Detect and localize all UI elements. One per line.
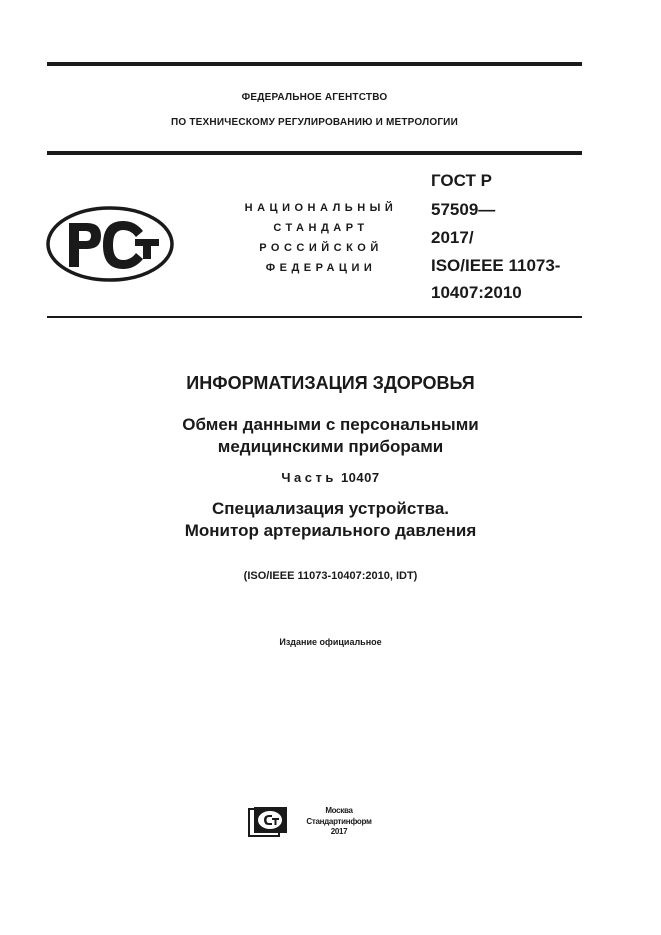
part-number: 10407 <box>340 470 380 485</box>
designation-rule <box>47 316 582 318</box>
edition-note: Издание официальное <box>279 637 382 647</box>
part-label <box>0 470 661 485</box>
standard-type-line-4: ФЕДЕРАЦИИ <box>265 262 377 274</box>
spec-line-1: Специализация устройства. <box>211 499 450 518</box>
designation-line-2: 57509— <box>431 200 496 219</box>
publisher-city: Москва <box>325 806 353 815</box>
designation-line-3: 2017/ <box>431 228 474 247</box>
designation-line-4: ISO/IEEE 11073- <box>431 256 561 275</box>
document-title: ИНФОРМАТИЗАЦИЯ ЗДОРОВЬЯ <box>186 373 475 393</box>
publisher-block <box>296 806 382 838</box>
standard-type-line-3: РОССИЙСКОЙ <box>259 242 383 254</box>
rst-mark-icon <box>45 205 175 283</box>
top-rule <box>47 62 582 66</box>
standard-type-line-2: СТАНДАРТ <box>273 222 369 234</box>
iso-reference: (ISO/IEEE 11073-10407:2010, IDT) <box>243 570 418 582</box>
designation-line-5: 10407:2010 <box>431 283 522 302</box>
agency-line-1: ФЕДЕРАЛЬНОЕ АГЕНТСТВО <box>241 92 388 103</box>
header-rule <box>47 151 582 155</box>
publisher-year: 2017 <box>330 827 348 836</box>
spec-line-2: Монитор артериального давления <box>184 521 477 540</box>
standartinform-logo-icon <box>248 806 288 838</box>
subtitle-line-2: медицинскими приборами <box>217 437 444 456</box>
designation-line-1: ГОСТ Р <box>431 171 492 190</box>
standard-type-line-1: НАЦИОНАЛЬНЫЙ <box>244 202 398 214</box>
publisher-name: Стандартинформ <box>306 816 372 826</box>
agency-line-2: ПО ТЕХНИЧЕСКОМУ РЕГУЛИРОВАНИЮ И МЕТРОЛОГИИ <box>171 117 458 128</box>
subtitle-line-1: Обмен данными с персональными <box>182 415 479 434</box>
part-word: Часть <box>281 470 337 485</box>
